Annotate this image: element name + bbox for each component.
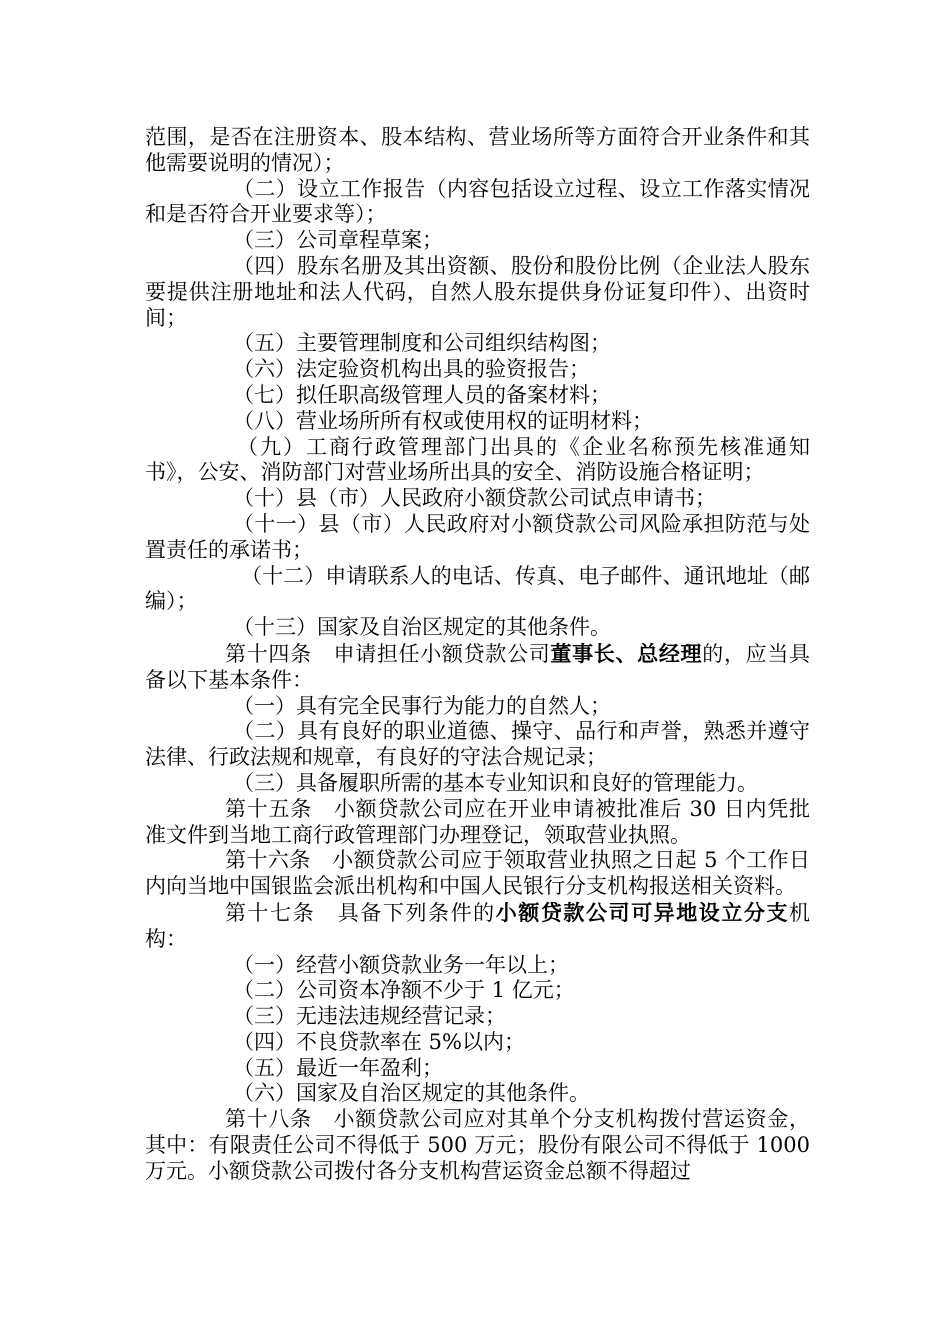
article-14-emphasis: 董事长、总经理 [550, 640, 703, 666]
list-item-13: （十三）国家及自治区规定的其他条件。 [233, 615, 611, 640]
list-item-7: （七）拟任职高级管理人员的备案材料； [233, 382, 611, 407]
article-16: 第十六条 小额贷款公司应于领取营业执照之日起 5 个工作日内向当地中国银监会派出机构和中国人民银行分支机构报送相关资料。 [145, 848, 810, 899]
article-17-item-1: （一）经营小额贷款业务一年以上； [233, 952, 569, 977]
article-17-item-6: （六）国家及自治区规定的其他条件。 [233, 1081, 590, 1106]
list-item-4: （四）股东名册及其出资额、股份和股份比例（企业法人股东要提供注册地址和法人代码，自然人股东提供身份证复印件）、出资时间； [145, 253, 810, 330]
article-14-text-end: 的，应当具备以下基本条件： [145, 641, 811, 692]
article-17-emphasis: 小额贷款公司可异地设立分支 [495, 899, 790, 925]
article-14-item-3: （三）具备履职所需的基本专业知识和良好的管理能力。 [233, 770, 758, 795]
list-item-9: （九）工商行政管理部门出具的《企业名称预先核准通知书》，公安、消防部门对营业场所出具的安全、消防设施合格证明； [145, 434, 810, 485]
article-17-text: 第十七条 具备下列条件的 [225, 900, 496, 925]
list-item-5: （五）主要管理制度和公司组织结构图； [233, 331, 611, 356]
list-item-12: （十二）申请联系人的电话、传真、电子邮件、通讯地址（邮编）； [145, 563, 810, 614]
article-15: 第十五条 小额贷款公司应在开业申请被批准后 30 日内凭批准文件到当地工商行政管理部门办理登记，领取营业执照。 [145, 796, 810, 847]
list-item-6: （六）法定验资机构出具的验资报告； [233, 357, 590, 382]
article-17 [145, 900, 810, 953]
article-17-item-2: （二）公司资本净额不少于 1 亿元； [233, 978, 575, 1003]
list-item-11: （十一）县（市）人民政府对小额贷款公司风险承担防范与处置责任的承诺书； [145, 511, 810, 562]
article-14-item-1: （一）具有完全民事行为能力的自然人； [233, 693, 611, 718]
list-item-2: （二）设立工作报告（内容包括设立过程、设立工作落实情况和是否符合开业要求等）； [145, 176, 810, 227]
article-14-item-2: （二）具有良好的职业道德、操守、品行和声誉，熟悉并遵守法律、行政法规和规章，有良好的守法合规记录； [145, 719, 810, 770]
list-item-8: （八）营业场所所有权或使用权的证明材料； [233, 408, 653, 433]
article-18: 第十八条 小额贷款公司应对其单个分支机构拨付营运资金，其中：有限责任公司不得低于 500 万元；股份有限公司不得低于 1000 万元。小额贷款公司拨付各分支机构营运资金总额不得超过 [145, 1107, 810, 1183]
article-17-item-3: （三）无违法违规经营记录； [233, 1004, 506, 1029]
list-item-3: （三）公司章程草案； [233, 228, 443, 253]
document-body [145, 125, 810, 1185]
article-14 [145, 641, 810, 694]
article-17-item-4: （四）不良贷款率在 5%以内； [233, 1029, 525, 1054]
article-17-item-5: （五）最近一年盈利； [233, 1055, 443, 1080]
article-17-text-end: 机构： [145, 900, 811, 951]
article-14-text: 第十四条 申请担任小额贷款公司 [225, 641, 551, 666]
list-item-10: （十）县（市）人民政府小额贷款公司试点申请书； [233, 486, 716, 511]
paragraph-continuation: 范围，是否在注册资本、股本结构、营业场所等方面符合开业条件和其他需要说明的情况）； [145, 125, 810, 175]
